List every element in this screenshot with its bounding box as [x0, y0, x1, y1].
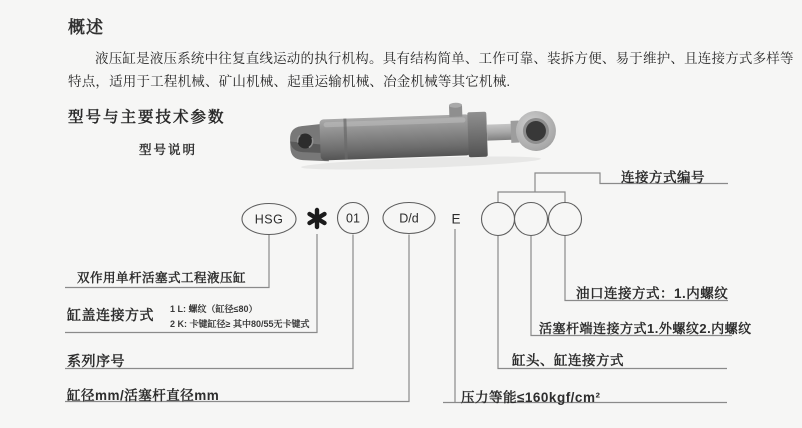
model-star-icon [310, 210, 325, 227]
callout-connect-code: 连接方式编号 [621, 170, 705, 185]
callout-head-connect: 缸头、缸连接方式 [512, 353, 624, 368]
callout-bore: 缸径mm/活塞杆直径mm [67, 388, 220, 403]
code-bubble-connect-3 [549, 203, 582, 236]
code-text-bore: D/d [399, 211, 419, 226]
callout-rod-end: 活塞杆端连接方式1.外螺纹2.内螺纹 [539, 321, 752, 336]
overview-heading: 概述 [68, 18, 104, 37]
code-bubble-connect-1 [482, 203, 515, 236]
code-text-hsg: HSG [254, 212, 284, 227]
code-text-series: 01 [346, 211, 360, 226]
callout-pressure: 压力等能≤160kgf/cm² [461, 390, 601, 405]
callout-cap-connect: 缸盖连接方式 [67, 307, 154, 323]
callout-cap-note2: 2 K: 卡键缸径≥ 其中80/55无卡键式 [170, 319, 310, 329]
callout-cap-note1: 1 L: 螺纹（缸径≤80） [170, 304, 258, 314]
model-section-heading: 型号与主要技术参数 [68, 109, 226, 126]
code-bubble-connect-2 [515, 203, 548, 236]
code-text-e: E [451, 211, 461, 227]
bracket-connection-circles [498, 192, 565, 203]
overview-line1: 液压缸是液压系统中往复直线运动的执行机构。具有结构简单、工作可靠、装拆方便、易于维护、且连接方式多样等 [95, 51, 794, 66]
callout-main-type: 双作用单杆活塞式工程液压缸 [77, 271, 247, 285]
callout-series: 系列序号 [67, 353, 125, 369]
callout-port: 油口连接方式：1.内螺纹 [576, 286, 729, 301]
model-description-label: 型号说明 [139, 143, 198, 157]
overview-line2: 特点，适用于工程机械、矿山机械、起重运输机械、冶金机械等其它机械. [68, 74, 511, 89]
